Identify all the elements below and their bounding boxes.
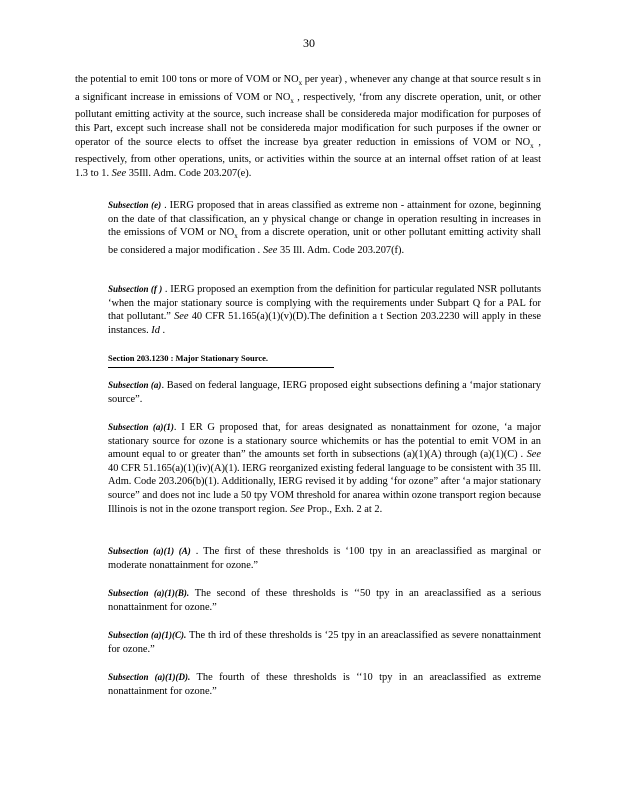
subsection-heading: Subsection (a)(1)(C). [108,630,187,640]
section-heading: Section 203.1230 : Major Stationary Source. [108,352,334,368]
subsection-heading: Subsection (f ) [108,284,163,294]
paragraph-subsection-e [75,199,541,257]
paragraph-text: Subsection (f ) . IERG proposed an exemption from the definition for particular regulated NSR pollutants ‘when the major stationary source is complying with the requirements under Subpart Q for a PAL for that pollutant.” See 40 CFR 51.165(a)(1)(v)(D).The definition a t Section 203.2230 will apply in these instances. Id . [108,284,542,336]
paragraph-text: Subsection (e) . IERG proposed that in areas classified as extreme non - attainment for ozone, beginning on the date of that classification, an y physical change or change in operation resulting in increases in the emissions of VOM or $NO_x$ from a discrete operation, unit or other pollutant emitting activity shall be considered a major modification . See 35 Ill. Adm. Code 203.207(f). [108,200,541,256]
subsection-heading: Subsection (a)(1) (A) [108,546,191,556]
page-number: 30 [303,36,315,50]
paragraph-subsection-a1c [75,629,541,656]
paragraph-subsection-a1 [75,421,541,516]
paragraph-subsection-a1b [75,587,541,614]
subsection-heading: Subsection (e) [108,200,162,210]
subsection-heading: Subsection (a)(1)(B). [108,588,190,598]
paragraph-text: Subsection (a)(1)(B). The second of these thresholds is ‘‘50 tpy in an areaclassified as a serious nonattainment for ozone.” [108,588,542,613]
paragraph-subsection-a1a [75,545,541,572]
paragraph-text: Subsection (a)(1). I ER G proposed that, for areas designated as nonattainment for ozone, ‘a major stationary source for ozone is a stationary source whichemits or has the potential to emit VOM in an amount equal to or greater than” the amounts set forth in subsections (a)(1)(A) through (a)(1)(C) . See 40 CFR 51.165(a)(1)(iv)(A)(1). IERG reorganized existing federal language to be consistent with 35 Ill. Adm. Code 203.206(b)(1). Additionally, IERG revised it by adding ‘for ozone” after ‘a major stationary source” and does not inc lude a 50 tpy VOM threshold for anarea within ozone transport region because Illinois is not in the ozone transport region. See Prop., Exh. 2 at 2. [108,422,542,515]
paragraph-text: Subsection (a)(1)(C). The th ird of these thresholds is ‘25 tpy in an areaclassified as severe nonattainment for ozone.” [108,630,542,655]
paragraph-text: Subsection (a)(1)(D). The fourth of these thresholds is ‘‘10 tpy in an areaclassified as extreme nonattainment for ozone.” [108,672,541,697]
paragraph-text: the potential to emit 100 tons or more of VOM or $NO_x$ per year) , whenever any change at that source result s in a significant increase in emissions of VOM or $NO_x$ , respectively, ‘from any discrete operation, unit, or other pollutant emitting activity at the source, such increase shall be considereda major modification for purposes of this Part, except such increase shall not be considereda major modification for such purposes if the owner or operator of the source elects to offset the increase bya greater reduction in emissions of VOM or $NO_x$ , respectively, from other operations, units, or activities within the source at an internal offset ration of at least 1.3 to 1. See 35Ill. Adm. Code 203.207(e). [75,74,541,179]
paragraph-subsection-a1d [75,671,541,698]
paragraph-text: Subsection (a)(1) (A) . The first of these thresholds is ‘100 tpy in an areaclassified as marginal or moderate nonattainment for ozone.” [108,546,541,571]
paragraph-subsection-f [75,283,541,337]
paragraph-subsection-d-continued [75,73,541,180]
subsection-heading: Subsection (a) [108,380,162,390]
subsection-heading: Subsection (a)(1) [108,422,174,432]
paragraph-subsection-a [75,379,541,406]
paragraph-text: Subsection (a). Based on federal language, IERG proposed eight subsections defining a ‘major stationary source”. [108,380,541,405]
subsection-heading: Subsection (a)(1)(D). [108,672,191,682]
